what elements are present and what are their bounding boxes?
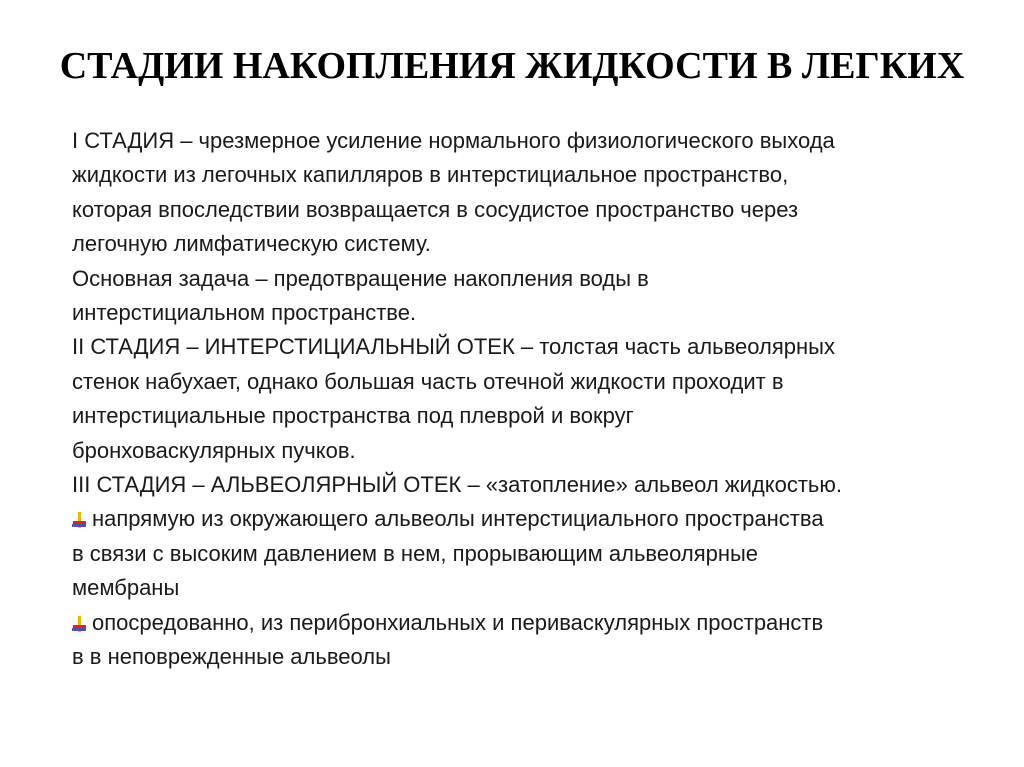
bullet-cross-icon	[72, 512, 86, 528]
text-line: легочную лимфатическую систему.	[72, 231, 431, 257]
paragraph-stage-2	[72, 330, 982, 468]
bullet-text-line: напрямую из окружающего альвеолы интерстициального пространства	[92, 506, 824, 532]
slide-title: СТАДИИ НАКОПЛЕНИЯ ЖИДКОСТИ В ЛЕГКИХ	[59, 45, 965, 87]
text-line: бронховаскулярных пучков.	[72, 437, 356, 463]
bullet-text-line: в в неповрежденные альвеолы	[72, 644, 391, 670]
bullet-text-line: мембраны	[72, 575, 180, 601]
text-line: Основная задача – предотвращение накопления воды в	[72, 265, 649, 291]
text-line: II СТАДИЯ – ИНТЕРСТИЦИАЛЬНЫЙ ОТЕК – толстая часть альвеолярных	[72, 334, 835, 360]
slide-body	[72, 124, 982, 675]
text-line: стенок набухает, однако большая часть отечной жидкости проходит в	[72, 368, 784, 394]
bullet-cross-icon	[72, 616, 86, 632]
bullet-text-line: опосредованно, из перибронхиальных и периваскулярных пространств	[92, 609, 824, 635]
paragraph-stage-3	[72, 468, 982, 502]
text-line: I СТАДИЯ – чрезмерное усиление нормального физиологического выхода	[72, 128, 835, 153]
text-line: интерстициальные пространства под плеврой и вокруг	[72, 403, 634, 429]
paragraph-stage-1	[72, 124, 982, 262]
paragraph-main-task	[72, 262, 982, 331]
text-line: III СТАДИЯ – АЛЬВЕОЛЯРНЫЙ ОТЕК – «затопление» альвеол жидкостью.	[72, 472, 842, 498]
bullet-item-indirect	[72, 606, 982, 675]
text-line: интерстициальном пространстве.	[72, 300, 417, 326]
bullet-text-line: в связи с высоким давлением в нем, прорывающим альвеолярные	[72, 540, 759, 566]
bullet-item-direct	[72, 502, 982, 605]
text-line: жидкости из легочных капилляров в интерстициальное пространство,	[72, 162, 789, 188]
text-line: которая впоследствии возвращается в сосудистое пространство через	[72, 196, 799, 222]
